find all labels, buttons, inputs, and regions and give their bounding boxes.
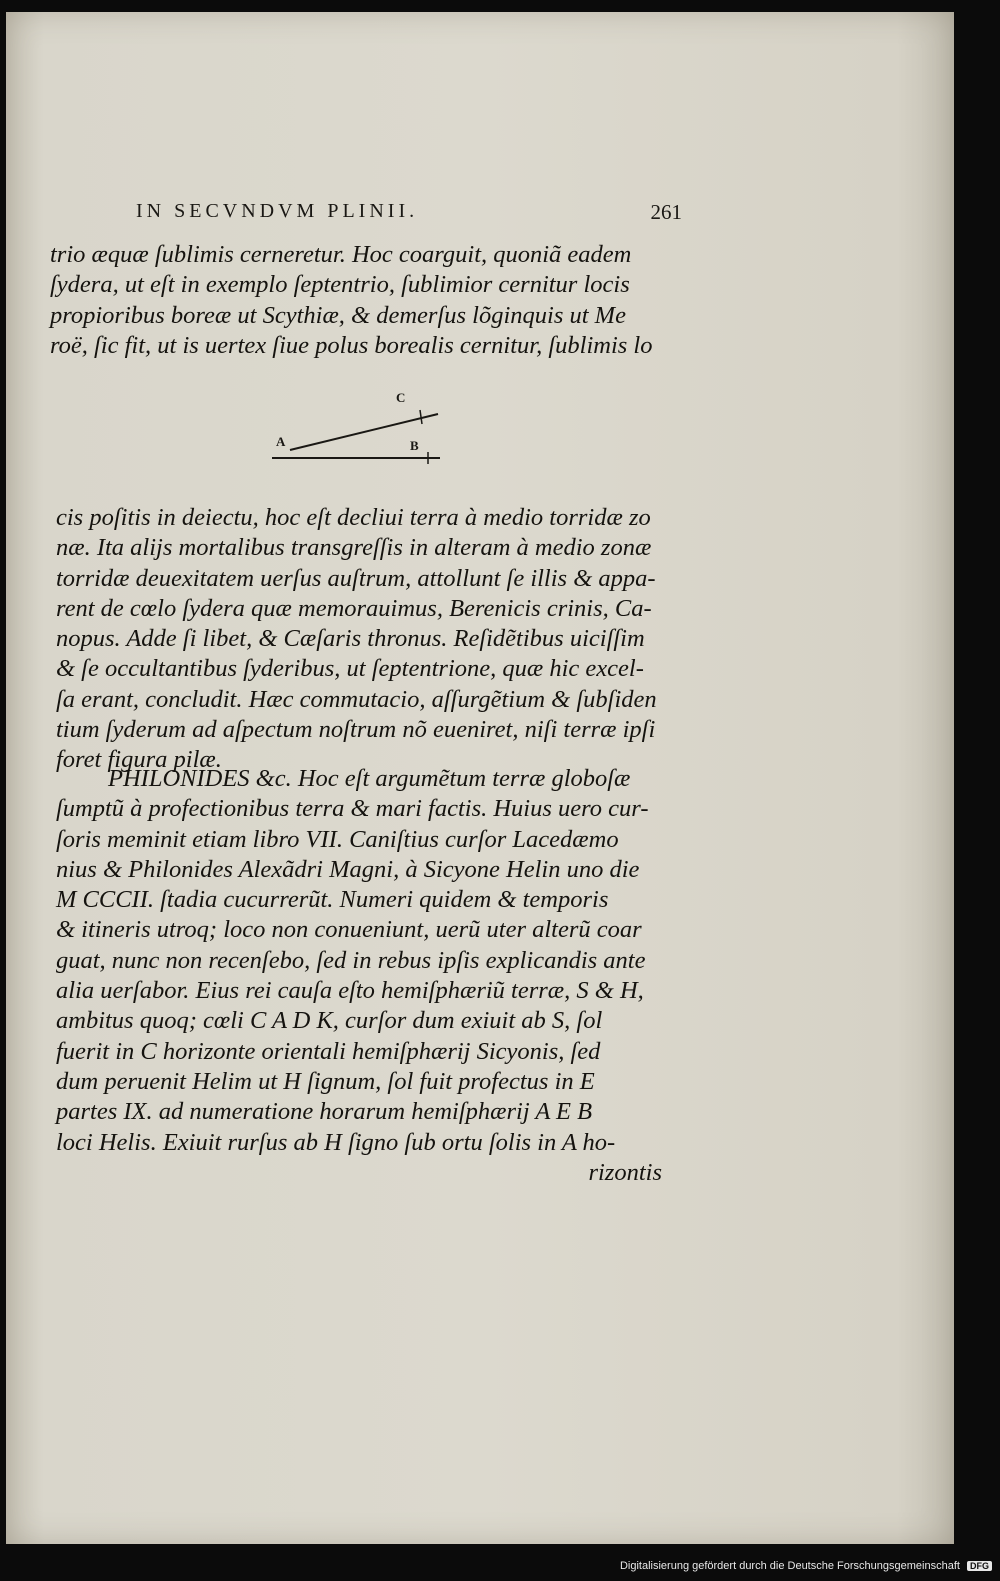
tick-inclined (420, 410, 422, 424)
text-line: torridæ deuexitatem uerſus auſtrum, attollunt ſe illis & appa- (56, 564, 656, 592)
text-block-3 (56, 764, 676, 1188)
text-line: ſumptũ à profectionibus terra & mari factis. Huius uero cur- (56, 795, 649, 823)
text-line: nopus. Adde ſi libet, & Cæſaris thronus. Reſidẽtibus uiciſſim (56, 625, 645, 653)
digitization-credit (620, 1560, 992, 1578)
catchword: rizontis (588, 1158, 662, 1186)
text-line: roë, ſic fit, ut is uertex ſiue polus borealis cernitur, ſublimis lo (50, 331, 653, 359)
text-line: ſydera, ut eſt in exemplo ſeptentrio, ſublimior cernitur locis (50, 271, 630, 299)
text-line: næ. Ita alijs mortalibus transgreſſis in alteram à medio zonæ (56, 534, 652, 562)
text-line: & itineris utroq; loco non conueniunt, uerũ uter alterũ coar (56, 916, 642, 944)
credit-text: Digitalisierung gefördert durch die Deutsche Forschungsgemeinschaft (619, 1560, 960, 1572)
geometric-diagram (268, 386, 448, 476)
text-line: loci Helis. Exiuit rurſus ab H ſigno ſub ortu ſolis in A ho- (56, 1128, 616, 1156)
text-line: ſoris meminit etiam libro VII. Caniſtius curſor Lacedæmo (56, 825, 619, 853)
running-head (136, 200, 682, 230)
text-line: PHILONIDES &c. Hoc eſt argumẽtum terræ globoſæ (108, 765, 631, 792)
text-line: alia uerſabor. Eius rei cauſa eſto hemiſphæriũ terræ, S & H, (56, 977, 644, 1005)
text-block-2 (56, 503, 676, 776)
text-line: trio æquæ ſublimis cerneretur. Hoc coarguit, quoniã eadem (50, 241, 632, 268)
figure-label-c: C (396, 390, 406, 405)
dfg-logo-icon: DFG (967, 1561, 992, 1571)
text-line: guat, nunc non recenſebo, ſed in rebus ipſis explicandis ante (56, 946, 646, 974)
figure-label-a: A (276, 434, 286, 449)
text-line: ſa erant, concludit. Hæc commutacio, aſſurgẽtium & ſubſiden (56, 685, 657, 713)
text-line: dum peruenit Helim ut H ſignum, ſol fuit profectus in E (56, 1067, 595, 1095)
text-line: tium ſyderum ad aſpectum noſtrum nõ eueniret, niſi terræ ipſi (56, 716, 656, 744)
text-line: cis poſitis in deiectu, hoc eſt decliui terra à medio torridæ zo (56, 504, 651, 531)
running-head-title: IN SECVNDVM PLINII. (136, 200, 419, 222)
book-page (6, 12, 954, 1544)
text-line: ambitus quoq; cœli C A D K, curſor dum exiuit ab S, ſol (56, 1007, 603, 1035)
text-line: & ſe occultantibus ſyderibus, ut ſeptentrione, quæ hic excel- (56, 655, 644, 683)
text-line: foret figura pilæ. (56, 746, 222, 774)
text-line: propioribus boreæ ut Scythiæ, & demerſus lõginquis ut Me (50, 301, 626, 329)
text-block-1 (50, 240, 670, 361)
text-line: M CCCII. ſtadia cucurrerũt. Numeri quidem & temporis (56, 886, 609, 914)
text-line: fuerit in C horizonte orientali hemiſphærij Sicyonis, ſed (56, 1037, 601, 1065)
page-number: 261 (650, 200, 682, 224)
text-line: rent de cœlo ſydera quæ memorauimus, Berenicis crinis, Ca- (56, 594, 652, 622)
text-line: nius & Philonides Alexãdri Magni, à Sicyone Helin uno die (56, 855, 640, 883)
text-line: partes IX. ad numeratione horarum hemiſphærij A E B (56, 1098, 593, 1126)
figure-label-b: B (410, 438, 419, 453)
angle-figure-svg (268, 386, 448, 476)
